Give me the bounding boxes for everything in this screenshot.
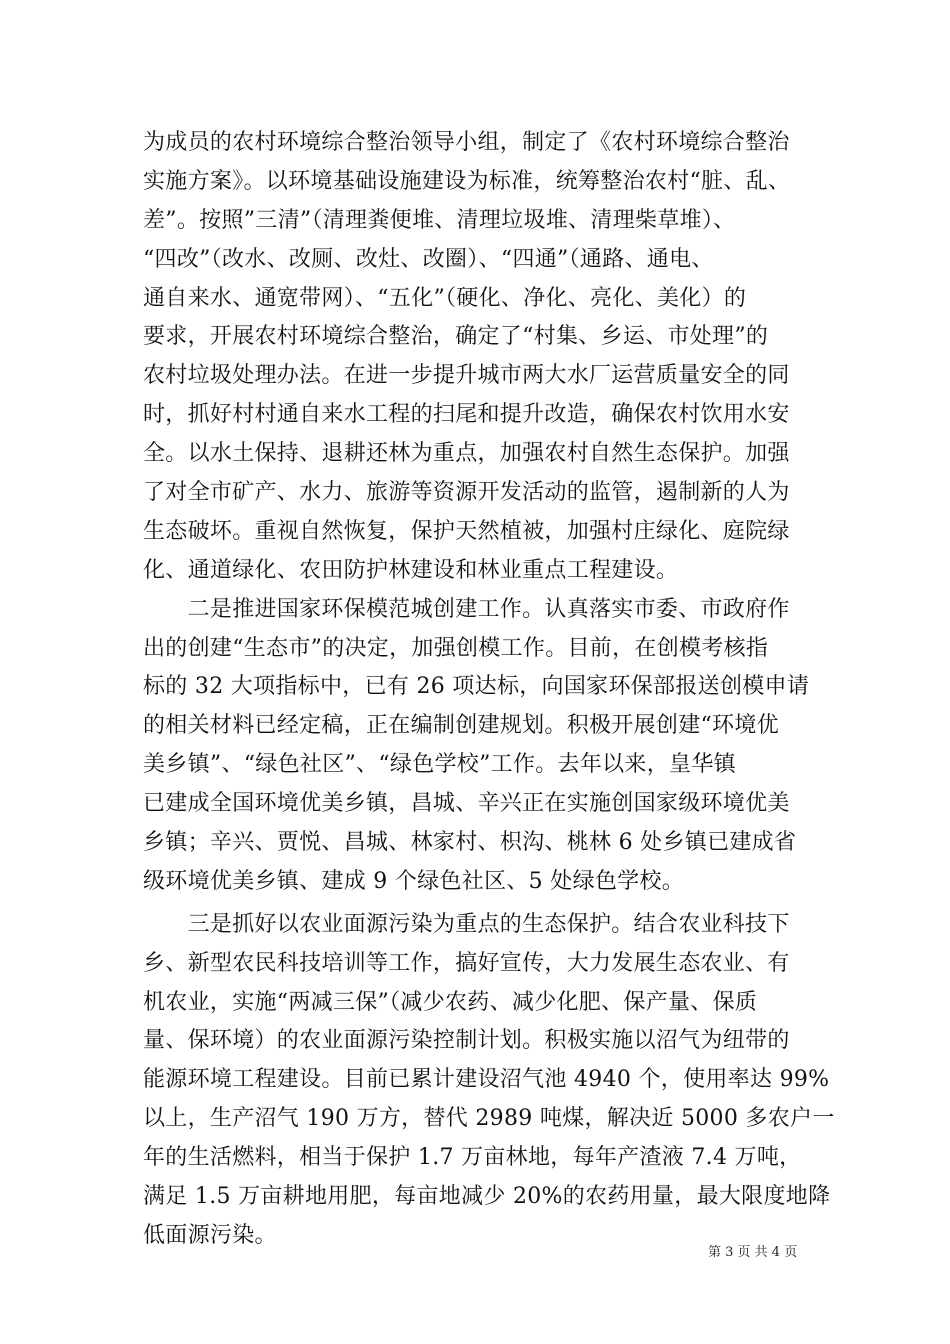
text-line: 通自来水、通宽带网）、“五化”（硬化、净化、亮化、美化）的 [143,285,747,311]
text-line: 机农业，实施“两减三保”（减少农药、减少化肥、保产量、保质 [143,989,758,1015]
text-line: 生态破坏。重视自然恢复，保护天然植被，加强村庄绿化、庭院绿 [143,518,790,544]
text-line: “四改”（改水、改厕、改灶、改圈）、“四通”（通路、通电、 [143,246,714,272]
text-line: 出的创建“生态市”的决定，加强创模工作。目前，在创模考核指 [143,635,769,661]
text-line: 年的生活燃料，相当于保护 1.7 万亩林地，每年产渣液 7.4 万吨， [143,1145,802,1171]
paragraph-start: 二是推进国家环保模范城创建工作。认真落实市委、市政府作 [143,596,790,622]
text-line: 全。以水土保持、退耕还林为重点，加强农村自然生态保护。加强 [143,441,790,467]
text-line: 实施方案》。以环境基础设施建设为标准，统筹整治农村“脏、乱、 [143,168,791,194]
paragraph-start: 三是抓好以农业面源污染为重点的生态保护。结合农业科技下 [143,911,790,937]
text-line: 差”。按照”三清”（清理粪便堆、清理垃圾堆、清理柴草堆）、 [143,207,736,233]
text-line: 乡、新型农民科技培训等工作，搞好宣传，大力发展生态农业、有 [143,950,790,976]
text-line: 以上，生产沼气 190 万方，替代 2989 吨煤，解决近 5000 多农户一 [143,1106,835,1132]
text-line: 的相关材料已经定稿，正在编制创建规划。积极开展创建“环境优 [143,713,779,739]
text-line: 化、通道绿化、农田防护林建设和林业重点工程建设。 [143,557,679,583]
page-number: 第 3 页 共 4 页 [708,1245,798,1260]
text-line: 满足 1.5 万亩耕地用肥，每亩地减少 20%的农药用量，最大限度地降 [143,1184,831,1210]
text-line: 为成员的农村环境综合整治领导小组，制定了《农村环境综合整治 [143,130,790,155]
text-line: 农村垃圾处理办法。在进一步提升城市两大水厂运营质量安全的同 [143,363,790,389]
text-line: 乡镇；辛兴、贾悦、昌城、林家村、枳沟、桃林 6 处乡镇已建成省 [143,830,797,856]
text-line: 已建成全国环境优美乡镇，昌城、辛兴正在实施创国家级环境优美 [143,791,790,817]
text-line: 了对全市矿产、水力、旅游等资源开发活动的监管，遏制新的人为 [143,480,790,506]
text-line: 级环境优美乡镇、建成 9 个绿色社区、5 处绿色学校。 [143,868,685,894]
text-line: 标的 32 大项指标中，已有 26 项达标，向国家环保部报送创模申请 [143,674,810,700]
text-line: 能源环境工程建设。目前已累计建设沼气池 4940 个，使用率达 99% [143,1067,830,1093]
body-text [143,124,835,1256]
text-line: 时，抓好村村通自来水工程的扫尾和提升改造，确保农村饮用水安 [143,402,790,428]
text-line: 低面源污染。 [143,1222,277,1248]
text-line: 美乡镇”、“绿色社区”、“绿色学校”工作。去年以来，皇华镇 [143,752,736,778]
text-line: 要求，开展农村环境综合整治，确定了“村集、乡运、市处理”的 [143,324,769,350]
text-line: 量、保环境）的农业面源污染控制计划。积极实施以沼气为纽带的 [143,1028,790,1054]
